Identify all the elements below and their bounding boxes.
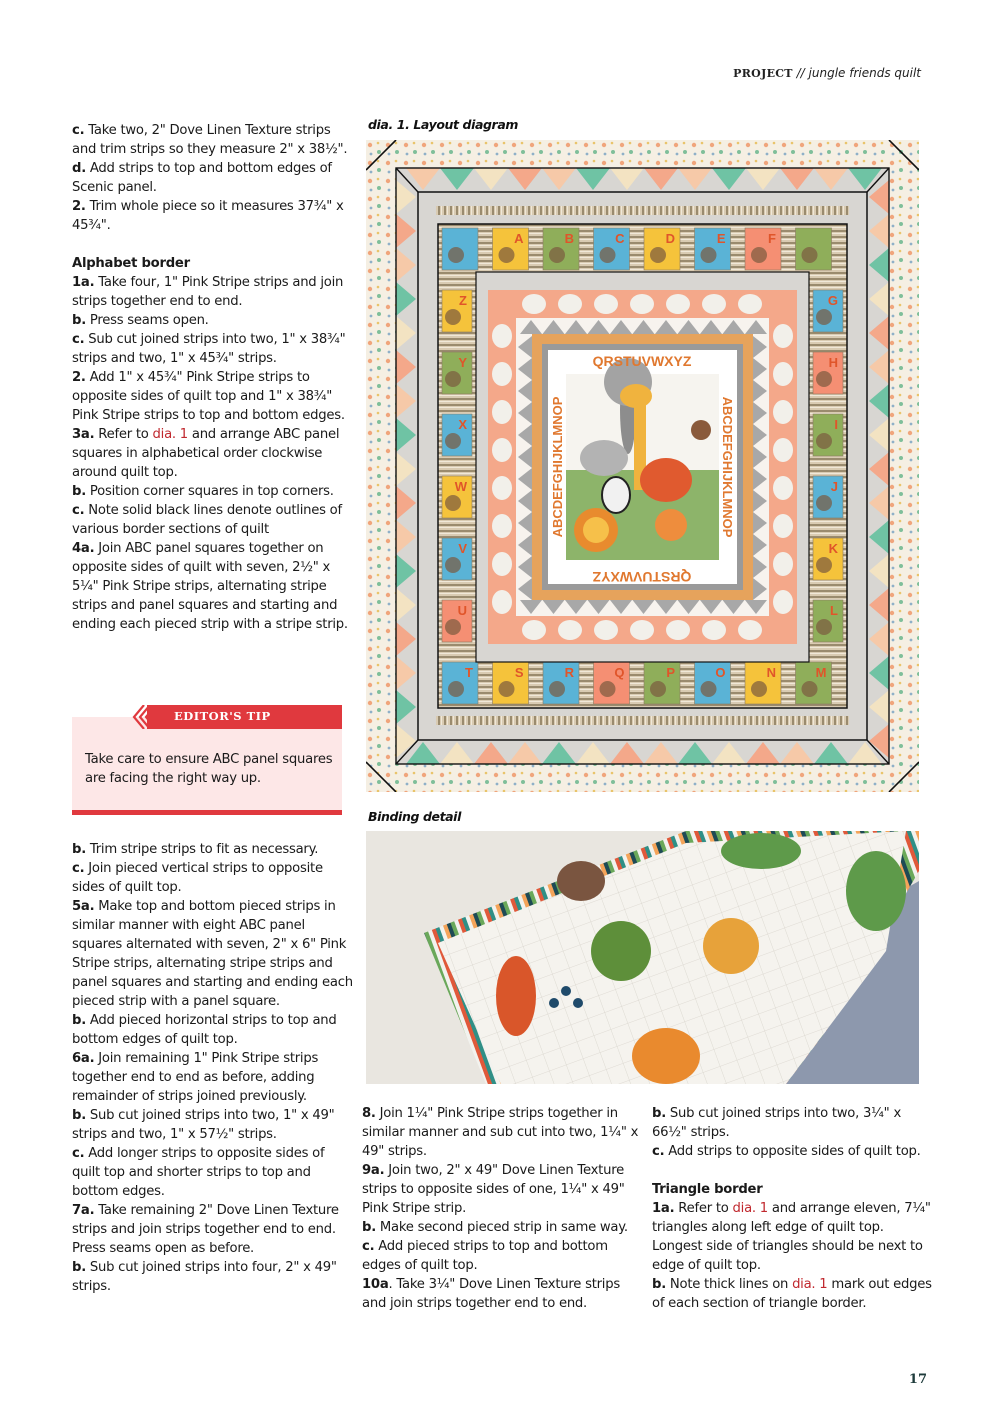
step-label: b. — [72, 313, 86, 328]
left-column-top — [72, 121, 354, 634]
animal-motif — [600, 681, 616, 697]
step-label: b. — [72, 1108, 86, 1123]
step-label: 2. — [72, 370, 86, 385]
pink-stripe-strip-bottom — [436, 716, 849, 725]
abc-letter: X — [458, 417, 467, 432]
abc-letter: T — [465, 665, 473, 680]
elephant-motif — [702, 620, 726, 640]
step-5b — [72, 1011, 354, 1049]
step-label: 3a. — [72, 427, 95, 442]
step-text: Add pieced strips to top and bottom edges of quilt top. — [362, 1239, 608, 1273]
elephant-motif — [773, 362, 793, 386]
hippo — [640, 458, 692, 502]
elephant-motif — [492, 400, 512, 424]
step-8 — [362, 1104, 642, 1161]
elephant-motif — [558, 620, 582, 640]
elephant — [580, 440, 628, 476]
step-text: Sub cut joined strips into four, 2" x 49" strips. — [72, 1260, 337, 1294]
running-head-separator: // — [796, 66, 805, 80]
running-head-title: jungle friends quilt — [808, 66, 921, 80]
step-text: Join ABC panel squares together on opposite sides of quilt with seven, 2½" x 5¼" Pink Stripe strips, alternating stripe strips and panel squares and starting and ending each pieced strip with a stripe strip. — [72, 541, 348, 632]
animal-motif — [448, 247, 464, 263]
step-t1a — [652, 1199, 937, 1275]
animal-motif — [751, 247, 767, 263]
step-label: c. — [362, 1239, 375, 1254]
elephant-motif — [522, 294, 546, 314]
berry-motif — [573, 998, 583, 1008]
berry-motif — [561, 986, 571, 996]
step-text: Trim stripe strips to fit as necessary. — [85, 842, 319, 857]
layout-diagram — [366, 140, 919, 792]
step-text: Add strips to opposite sides of quilt top. — [664, 1144, 921, 1159]
step-1c — [72, 330, 354, 368]
step-label: 2. — [72, 199, 86, 214]
step-label: c. — [72, 503, 85, 518]
step-text: Take remaining 2" Dove Linen Texture strips and join strips together end to end. Press seams open as before. — [72, 1203, 339, 1256]
step-label: c. — [652, 1144, 665, 1159]
step-text: Make second pieced strip in same way. — [375, 1220, 628, 1235]
step-text: Refer to — [94, 427, 153, 442]
abc-letter: W — [454, 479, 467, 494]
animal-motif — [549, 681, 565, 697]
editors-tip-box — [72, 705, 342, 815]
abc-letter: I — [834, 417, 838, 432]
step-3c — [72, 501, 354, 539]
abc-letter: Z — [459, 293, 467, 308]
animal-motif — [816, 557, 832, 573]
running-head — [733, 66, 921, 80]
step-text: . Take 3¼" Dove Linen Texture strips and join strips together end to end. — [362, 1277, 620, 1311]
panel-alphabet-right: ABCDEFGHIJKLMNOP — [720, 396, 735, 538]
step-text: and arrange eleven, 7¼" triangles along left edge of quilt top. Longest side of triangles should be next to edge of quilt top. — [652, 1201, 931, 1273]
abc-letter: D — [665, 231, 675, 246]
middle-column-bottom — [362, 1104, 642, 1313]
step-1b — [72, 311, 354, 330]
tip-bottom-rule — [72, 810, 342, 815]
step-9a — [362, 1161, 642, 1218]
palm-motif — [591, 921, 651, 981]
step-label: c. — [72, 332, 85, 347]
step-6b — [72, 1106, 354, 1144]
step-text: Add strips to top and bottom edges of Scenic panel. — [72, 161, 332, 195]
step-label: b. — [72, 1260, 86, 1275]
step-label: 6a. — [72, 1051, 95, 1066]
step-text: Sub cut joined strips into two, 1" x 49" strips and two, 1" x 57½" strips. — [72, 1108, 335, 1142]
step-text: Take two, 2" Dove Linen Texture strips and trim strips so they measure 2" x 38½". — [72, 123, 348, 157]
step-label: 9a. — [362, 1163, 385, 1178]
step-text: Add longer strips to opposite sides of quilt top and shorter strips to top and bottom edges. — [72, 1146, 325, 1199]
abc-letter: H — [828, 355, 838, 370]
step-text: and arrange ABC panel squares in alphabetical order clockwise around quilt top. — [72, 427, 340, 480]
binding-detail-photo — [366, 831, 919, 1084]
step-text: Take four, 1" Pink Stripe strips and join strips together end to end. — [72, 275, 344, 309]
step-10a — [362, 1275, 642, 1313]
left-column-bottom — [72, 840, 354, 1296]
step-9c — [362, 1237, 642, 1275]
step-7a — [72, 1201, 354, 1258]
elephant-motif — [594, 620, 618, 640]
elephant-motif — [492, 362, 512, 386]
animal-motif — [816, 371, 832, 387]
layout-diagram-caption: dia. 1. Layout diagram — [368, 117, 518, 132]
step-label: b. — [72, 1013, 86, 1028]
step-text: Add pieced horizontal strips to top and bottom edges of quilt top. — [72, 1013, 337, 1047]
step-label: 1a. — [72, 275, 95, 290]
elephant-motif — [666, 620, 690, 640]
step-label: b. — [362, 1220, 376, 1235]
elephant-motif — [492, 476, 512, 500]
giraffe-head — [620, 384, 652, 408]
step-text: Position corner squares in top corners. — [85, 484, 334, 499]
animal-motif — [802, 247, 818, 263]
running-head-section: PROJECT — [733, 67, 793, 80]
elephant-motif — [773, 552, 793, 576]
elephant-motif — [630, 620, 654, 640]
elephant-motif — [594, 294, 618, 314]
abc-letter: Y — [458, 355, 467, 370]
step-1a — [72, 273, 354, 311]
abc-letter: G — [827, 293, 838, 308]
quilt-diagram-svg — [366, 140, 919, 792]
abc-letter: J — [830, 479, 838, 494]
panel-alphabet-bottom: QRSTUVWXYZ — [592, 569, 692, 585]
animal-motif — [445, 557, 461, 573]
right-column-bottom — [652, 1104, 937, 1313]
elephant-motif — [738, 620, 762, 640]
leopard-motif — [703, 918, 759, 974]
elephant-motif — [773, 438, 793, 462]
animal-motif — [650, 681, 666, 697]
step-label: d. — [72, 161, 86, 176]
step-6a — [72, 1049, 354, 1106]
abc-letter: K — [828, 541, 838, 556]
step-10c — [652, 1142, 937, 1161]
animal-motif — [816, 619, 832, 635]
tip-label: EDITOR'S TIP — [174, 709, 271, 723]
step-label: c. — [72, 1146, 85, 1161]
step-text: Trim whole piece so it measures 37¾" x 45¾". — [72, 199, 344, 233]
chevrons-left-icon — [130, 705, 160, 729]
step-2-alphabet — [72, 368, 354, 425]
step-9b — [362, 1218, 642, 1237]
diagram-reference-link[interactable]: dia. 1 — [732, 1201, 768, 1216]
abc-letter: E — [716, 231, 726, 246]
animal-motif — [445, 309, 461, 325]
step-label: b. — [72, 484, 86, 499]
animal-motif — [701, 247, 717, 263]
animal-motif — [499, 247, 515, 263]
step-10b — [652, 1104, 937, 1142]
berry-motif — [549, 998, 559, 1008]
step-text: mark out edges of each section of triangle border. — [652, 1277, 932, 1311]
elephant-motif — [666, 294, 690, 314]
step-label: c. — [72, 123, 85, 138]
step-6c — [72, 1144, 354, 1201]
elephant-motif — [492, 552, 512, 576]
animal-motif — [445, 495, 461, 511]
step-3b — [72, 482, 354, 501]
step-4a — [72, 539, 354, 634]
elephant-motif — [773, 476, 793, 500]
step-7b — [72, 1258, 354, 1296]
step-text: Make top and bottom pieced strips in similar manner with eight ABC panel squares alternated with seven, 2" x 6" Pink Stripe strips, alternating stripe strips and panel squares and starting and ending each pieced strip with a panel square. — [72, 899, 353, 1009]
step-label: 1a. — [652, 1201, 675, 1216]
step-label: 10a — [362, 1277, 389, 1292]
animal-motif — [802, 681, 818, 697]
elephant-motif — [630, 294, 654, 314]
step-d — [72, 159, 354, 197]
elephant-motif — [492, 590, 512, 614]
abc-letter: O — [715, 665, 726, 680]
step-4c — [72, 859, 354, 897]
animal-motif — [549, 247, 565, 263]
elephant-motif — [738, 294, 762, 314]
tree-motif — [721, 833, 801, 869]
animal-motif — [499, 681, 515, 697]
abc-letter: P — [666, 665, 675, 680]
step-2 — [72, 197, 354, 235]
step-text: Join 1¼" Pink Stripe strips together in similar manner and sub cut into two, 1¼" x 49" strips. — [362, 1106, 639, 1159]
step-4b — [72, 840, 354, 859]
tip-text: Take care to ensure ABC panel squares are facing the right way up. — [85, 752, 333, 786]
zebra — [602, 477, 630, 513]
monkey — [691, 420, 711, 440]
step-text: Note solid black lines denote outlines of various border sections of quilt — [72, 503, 342, 537]
step-label: 5a. — [72, 899, 95, 914]
step-c — [72, 121, 354, 159]
elephant-motif — [773, 400, 793, 424]
step-label: b. — [652, 1106, 666, 1121]
elephant-motif — [773, 514, 793, 538]
step-text: Note thick lines on — [665, 1277, 793, 1292]
abc-letter: R — [564, 665, 574, 680]
animal-motif — [600, 247, 616, 263]
animal-motif — [816, 309, 832, 325]
animal-motif — [816, 495, 832, 511]
animal-motif — [445, 433, 461, 449]
step-t1b — [652, 1275, 937, 1313]
abc-letter: N — [766, 665, 776, 680]
crocodile-motif — [846, 851, 906, 931]
step-3a — [72, 425, 354, 482]
step-text: Refer to — [674, 1201, 733, 1216]
abc-letter: L — [830, 603, 838, 618]
elephant-motif — [702, 294, 726, 314]
elephant-motif — [522, 620, 546, 640]
abc-letter: M — [815, 665, 827, 680]
section-heading-triangle-border: Triangle border — [652, 1182, 763, 1197]
animal-motif — [701, 681, 717, 697]
abc-letter: A — [514, 231, 524, 246]
binding-photo-svg — [366, 831, 919, 1084]
panel-alphabet-top: QRSTUVWXYZ — [592, 353, 692, 369]
step-text: Join two, 2" x 49" Dove Linen Texture strips to opposite sides of one, 1¼" x 49" Pink Stripe strip. — [362, 1163, 625, 1216]
section-heading-alphabet-border: Alphabet border — [72, 256, 190, 271]
step-label: 8. — [362, 1106, 376, 1121]
abc-letter: Q — [614, 665, 625, 680]
pink-stripe-strip-top — [436, 206, 849, 215]
abc-letter: S — [514, 665, 524, 680]
step-label: c. — [72, 861, 85, 876]
step-text: Sub cut joined strips into two, 1" x 38¾" strips and two, 1" x 45¾" strips. — [72, 332, 346, 366]
elephant-motif — [492, 324, 512, 348]
elephant-motif — [492, 514, 512, 538]
animal-motif — [650, 247, 666, 263]
abc-letter: U — [457, 603, 467, 618]
step-label: 7a. — [72, 1203, 95, 1218]
tiger — [655, 509, 687, 541]
step-text: Press seams open. — [85, 313, 209, 328]
step-label: 4a. — [72, 541, 95, 556]
binding-detail-caption: Binding detail — [368, 809, 461, 824]
elephant-motif — [773, 324, 793, 348]
elephant-motif — [558, 294, 582, 314]
animal-motif — [445, 371, 461, 387]
lion-motif — [632, 1028, 700, 1084]
step-label: b. — [652, 1277, 666, 1292]
panel-alphabet-left: ABCDEFGHIJKLMNOP — [550, 396, 565, 538]
abc-letter: F — [768, 231, 776, 246]
step-5a — [72, 897, 354, 1011]
animal-motif — [445, 619, 461, 635]
elephant-motif — [773, 590, 793, 614]
step-text: Sub cut joined strips into two, 3¼" x 66½" strips. — [652, 1106, 901, 1140]
step-label: b. — [72, 842, 86, 857]
abc-letter: V — [458, 541, 467, 556]
diagram-reference-link[interactable]: dia. 1 — [792, 1277, 828, 1292]
step-text: Join remaining 1" Pink Stripe strips together end to end as before, adding remainder of strips joined previously. — [72, 1051, 319, 1104]
elephant-motif — [492, 438, 512, 462]
lion-face — [583, 517, 609, 543]
page-number: 17 — [908, 1372, 927, 1387]
chameleon-motif — [496, 956, 536, 1036]
monkey-motif — [557, 861, 605, 901]
abc-letter: B — [564, 231, 574, 246]
animal-motif — [751, 681, 767, 697]
animal-motif — [816, 433, 832, 449]
step-text: Join pieced vertical strips to opposite sides of quilt top. — [72, 861, 323, 895]
step-text: Add 1" x 45¾" Pink Stripe strips to opposite sides of quilt top and 1" x 38¾" Pink Stripe strips to top and bottom edges. — [72, 370, 345, 423]
animal-motif — [448, 681, 464, 697]
abc-letter: C — [615, 231, 625, 246]
diagram-reference-link[interactable]: dia. 1 — [152, 427, 188, 442]
